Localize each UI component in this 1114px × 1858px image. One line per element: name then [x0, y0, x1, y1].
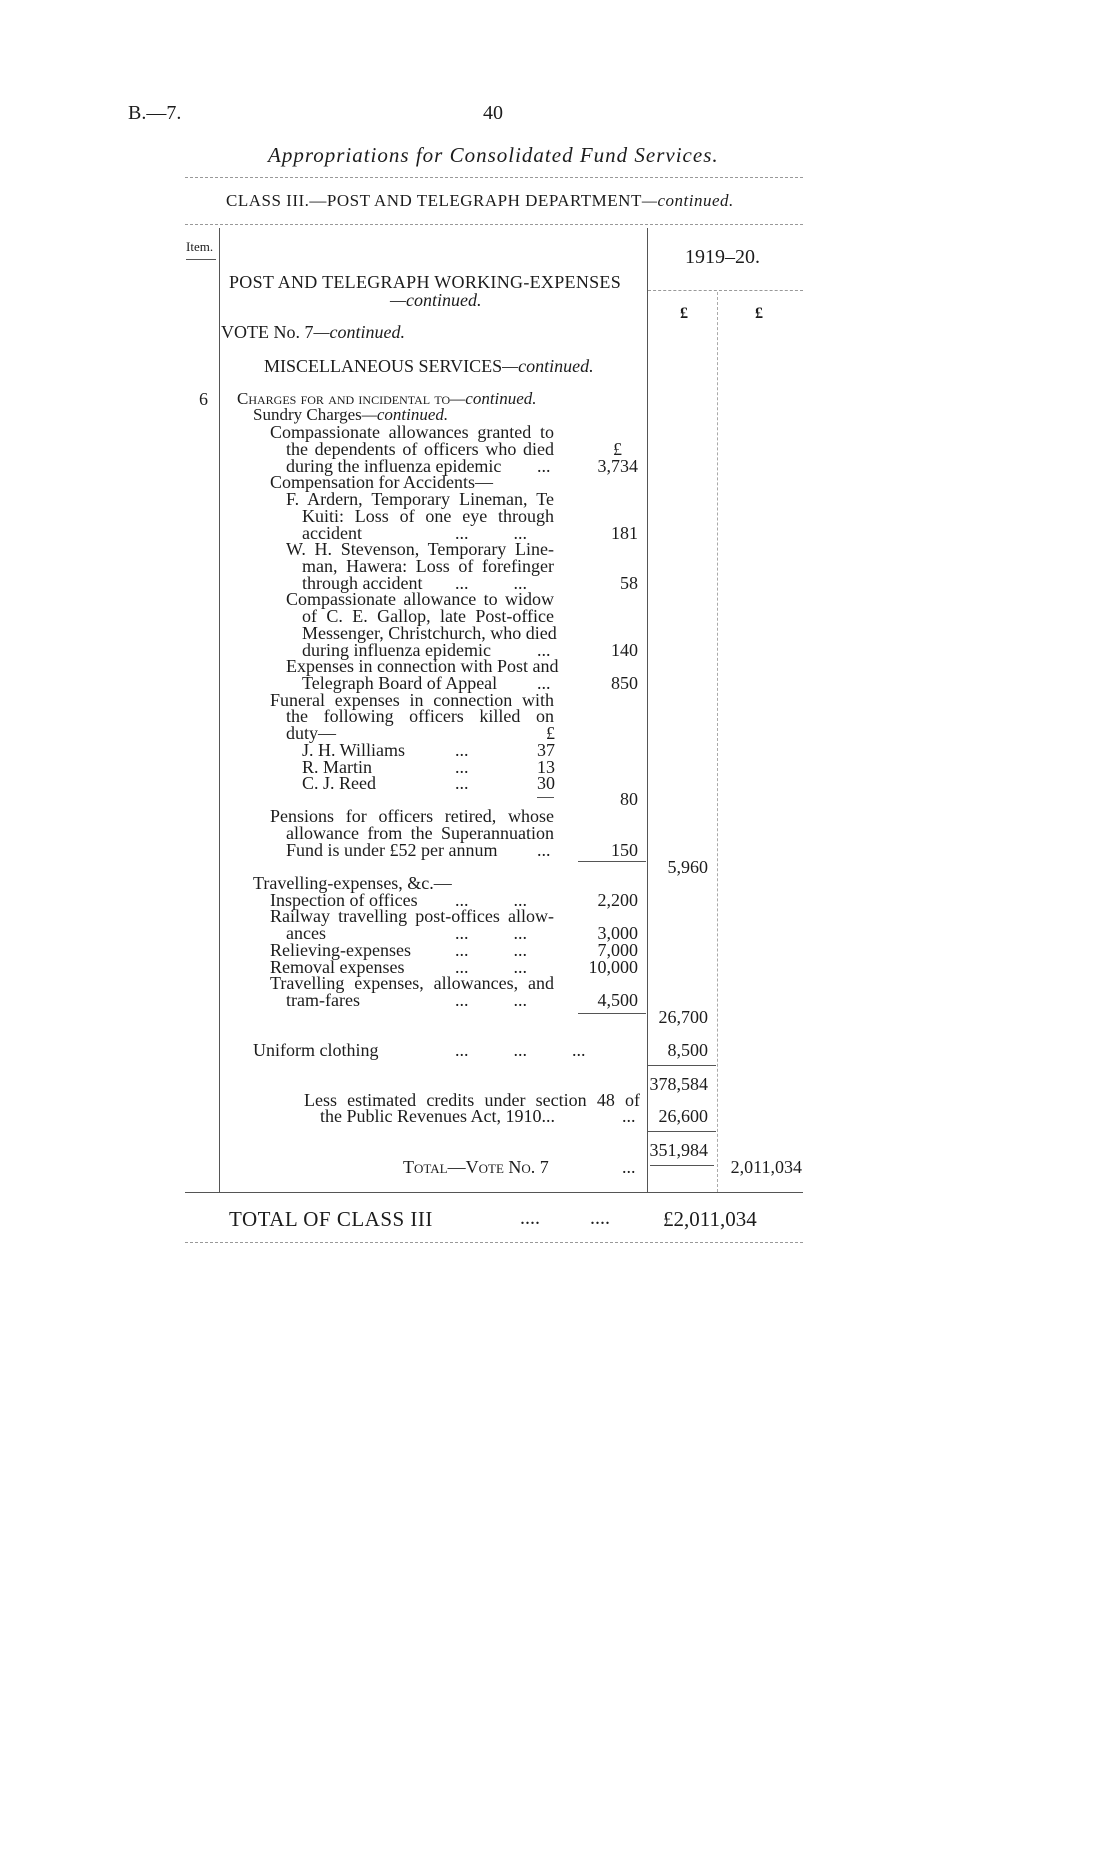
gross-total-amount: 378,584	[649, 1074, 708, 1094]
officer-name: J. H. Williams	[302, 740, 405, 760]
leader-dots: .... ....	[520, 1207, 610, 1229]
subtotal-amount: 26,700	[658, 1007, 708, 1027]
total-vote-label: Total—Vote No. 7	[403, 1157, 549, 1177]
officer-amount: 30	[537, 773, 555, 793]
body-line: tram-fares	[286, 990, 360, 1010]
leader-dots: ...	[537, 673, 551, 693]
item-column-divider	[219, 228, 220, 1192]
body-line: during influenza epidemic	[302, 640, 491, 660]
class-heading-text: CLASS III.—POST AND TELEGRAPH DEPARTMENT	[226, 191, 642, 210]
body-line: Messenger, Christchurch, who died	[302, 623, 557, 643]
leader-dots: ... ...	[455, 957, 527, 977]
body-line: Railway travelling post-offices allow-	[270, 906, 554, 926]
body-line: Expenses in connection with Post and	[286, 656, 559, 676]
item-column-header: Item.	[186, 239, 214, 254]
body-line: through accident	[302, 573, 423, 593]
vote-number: VOTE No. 7	[221, 322, 314, 342]
leader-dots: ... ...	[455, 940, 527, 960]
line-amount: 80	[620, 789, 638, 809]
body-line: Uniform clothing	[253, 1040, 379, 1060]
charges-continued: —continued.	[450, 389, 537, 408]
net-amount: 351,984	[649, 1140, 708, 1160]
line-amount: 4,500	[597, 990, 638, 1010]
leader-dots: ...	[455, 757, 469, 777]
year-header-rule	[648, 290, 803, 291]
misc-heading	[264, 356, 594, 377]
body-line: Compassionate allowance to widow	[286, 589, 554, 609]
vote-heading	[221, 322, 405, 343]
net-sum-rule	[648, 1131, 716, 1132]
footer-rule	[185, 1242, 803, 1243]
subtotal-amount: 8,500	[667, 1040, 708, 1060]
officer-name: C. J. Reed	[302, 773, 376, 793]
line-amount: 3,000	[597, 923, 638, 943]
body-line: Inspection of offices	[270, 890, 418, 910]
total-vote-amount: 2,011,034	[730, 1157, 802, 1177]
body-line: Fund is under £52 per annum	[286, 840, 498, 860]
charges-text: Charges for and incidental to	[237, 389, 451, 408]
net-underline	[650, 1165, 714, 1166]
sundry-continued: —continued.	[361, 405, 449, 424]
body-line: during the influenza epidemic	[286, 456, 502, 476]
misc-heading-text: MISCELLANEOUS SERVICES	[264, 356, 503, 376]
body-line: Telegraph Board of Appeal	[302, 673, 498, 693]
body-line: ances	[286, 923, 326, 943]
body-line: allowance from the Superannuation	[286, 823, 554, 843]
class-heading-continued: —continued.	[641, 191, 734, 210]
body-line: Relieving-expenses	[270, 940, 411, 960]
leader-dots: ... ...	[455, 890, 527, 910]
body-line: Funeral expenses in connection with	[270, 690, 554, 710]
pound-header-1: £	[680, 305, 688, 322]
officer-amount: 37	[537, 740, 555, 760]
body-line: Travelling-expenses, &c.—	[253, 873, 452, 893]
body-line: W. H. Stevenson, Temporary Line-	[286, 539, 554, 559]
travel-sum-rule	[578, 1013, 646, 1014]
body-line: the following officers killed on	[286, 706, 554, 726]
line-amount: 181	[611, 523, 638, 543]
body-line: Removal expenses	[270, 957, 405, 977]
total-column-divider	[717, 292, 718, 1192]
leader-dots: ...	[537, 840, 551, 860]
body-line: man, Hawera: Loss of forefinger	[302, 556, 554, 576]
leader-dots: ...	[622, 1106, 636, 1126]
amount-pound-sign: £	[613, 439, 622, 459]
table-top-rule	[185, 224, 803, 225]
subtotal-amount: 5,960	[667, 857, 708, 877]
leader-dots: ... ... ...	[455, 1040, 586, 1060]
vote-continued: —continued.	[313, 322, 405, 342]
leader-dots: ...	[622, 1157, 636, 1177]
table-bottom-rule	[185, 1192, 803, 1193]
class-heading	[226, 191, 734, 211]
line-amount: 140	[611, 640, 638, 660]
item-number: 6	[199, 389, 208, 409]
uniform-sum-rule	[648, 1065, 716, 1066]
pound-header-2: £	[755, 305, 763, 322]
line-amount: 150	[611, 840, 638, 860]
leader-dots: ...	[537, 456, 551, 476]
line-amount: 58	[620, 573, 638, 593]
leader-dots: ...	[455, 773, 469, 793]
header-rule	[185, 177, 803, 178]
line-amount: 850	[611, 673, 638, 693]
body-line: of C. E. Gallop, late Post-office	[302, 606, 554, 626]
document-reference: B.—7.	[128, 102, 182, 124]
section-title: POST AND TELEGRAPH WORKING-EXPENSES	[229, 272, 622, 292]
line-amount: 10,000	[588, 957, 638, 977]
section-title-continued: —continued.	[390, 290, 482, 310]
line-amount: 2,200	[597, 890, 638, 910]
sundry-sum-rule	[578, 861, 646, 862]
body-line: the dependents of officers who died	[286, 439, 554, 459]
page-title: Appropriations for Consolidated Fund Services.	[268, 143, 719, 167]
leader-dots: ... ...	[455, 923, 527, 943]
leader-dots: ... ...	[455, 573, 527, 593]
page-number: 40	[483, 102, 503, 124]
total-class-amount: £2,011,034	[663, 1207, 757, 1231]
body-line: the Public Revenues Act, 1910...	[320, 1106, 555, 1126]
item-header-underline	[186, 259, 216, 260]
officer-amount: 13	[537, 757, 555, 777]
leader-dots: ... ...	[455, 523, 527, 543]
amount-pound-sign: £	[546, 723, 555, 743]
body-line: Travelling expenses, allowances, and	[270, 973, 554, 993]
body-line: duty—	[286, 723, 337, 743]
body-line: Compensation for Accidents—	[270, 472, 493, 492]
body-line: Less estimated credits under section 48 of	[304, 1090, 640, 1110]
body-line: Kuiti: Loss of one eye through	[302, 506, 554, 526]
total-class-label: TOTAL OF CLASS III	[229, 1207, 433, 1231]
body-line: Pensions for officers retired, whose	[270, 806, 554, 826]
sundry-text: Sundry Charges	[253, 405, 362, 424]
misc-heading-continued: —continued.	[502, 356, 594, 376]
credits-amount: 26,600	[658, 1106, 708, 1126]
body-line: Compassionate allowances granted to	[270, 422, 554, 442]
body-line: accident	[302, 523, 362, 543]
leader-dots: ...	[455, 740, 469, 760]
line-amount: 7,000	[597, 940, 638, 960]
officer-name: R. Martin	[302, 757, 372, 777]
line-amount: 3,734	[597, 456, 638, 476]
leader-dots: ...	[537, 640, 551, 660]
leader-dots: ... ...	[455, 990, 527, 1010]
body-line: F. Ardern, Temporary Lineman, Te	[286, 489, 554, 509]
funeral-sum-rule	[537, 797, 554, 798]
year-header: 1919–20.	[685, 246, 760, 268]
